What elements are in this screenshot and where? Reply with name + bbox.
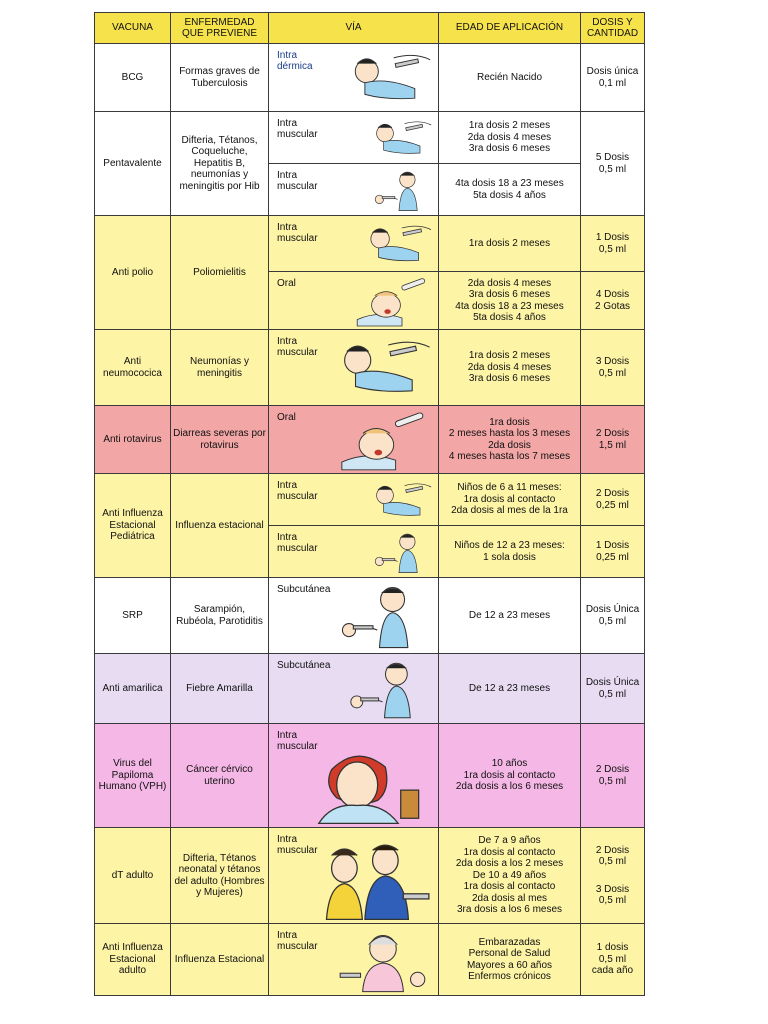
route-cell [269,112,439,164]
dose-line: 0,5 ml [598,856,627,867]
age-line: 5ta dosis 4 años [473,312,546,323]
route-cell [269,272,439,330]
header-vacuna: VACUNA [95,13,171,44]
application-age [439,828,581,924]
dose-quantity [581,828,645,924]
table-row [95,578,645,654]
application-age [439,406,581,474]
age-line: Recién Nacido [476,71,543,83]
vaccine-name: Anti amarilica [95,654,171,724]
age-line: Niños de 6 a 11 meses: [457,482,562,494]
dose-line: 0,5 ml [598,953,627,965]
age-line: 2da dosis 4 meses [467,361,552,373]
disease-prevented: Diarreas severas por rotavirus [171,406,269,474]
age-line: 10 años [491,758,528,770]
table-row [95,724,645,828]
age-line: Niños de 12 a 23 meses: [454,540,565,551]
disease-prevented: Cáncer cérvico uterino [171,724,269,828]
dose-quantity [581,44,645,112]
application-age [439,164,581,216]
baby-injection-icon [325,335,434,403]
dose-line: 2 Dosis [595,488,630,499]
dose-line: 2 Dosis [595,428,630,439]
baby-oral-drops-icon [354,277,434,327]
age-line: Enfermos crónicos [468,971,551,982]
route-cell [269,526,439,578]
header-edad: EDAD DE APLICACIÓN [439,13,581,44]
age-line: 5ta dosis 4 años [473,189,546,201]
dose-quantity [581,654,645,724]
route-label: Intra muscular [277,170,318,192]
dose-quantity [581,724,645,828]
age-line: 2da dosis a los 2 meses [455,858,564,870]
dose-line: 2 Dosis [595,764,630,775]
age-line: De 12 a 23 meses [468,609,551,621]
age-line: 1ra dosis al contacto [463,769,556,781]
route-label: Intra muscular [277,480,318,502]
header-enfermedad: ENFERMEDAD QUE PREVIENE [171,13,269,44]
dose-quantity [581,578,645,654]
age-line: 1ra dosis al contacto [463,493,556,505]
table-row [95,216,645,272]
dose-quantity [581,924,645,996]
age-line: 1ra dosis 2 meses [468,350,551,362]
age-line: 4 meses hasta los 7 meses [448,451,571,462]
header-via: VÍA [269,13,439,44]
disease-prevented: Influenza estacional [171,474,269,578]
dose-quantity [581,216,645,272]
dose-line: 1,5 ml [598,439,627,451]
route-label: Intra muscular [277,336,318,358]
route-label: Intra muscular [277,930,318,952]
vaccine-name: Anti Influenza Estacional Pediátrica [95,474,171,578]
age-line: 1ra dosis [489,416,530,428]
dose-line: 0,25 ml [596,499,629,511]
route-cell [269,216,439,272]
disease-prevented: Difteria, Tétanos, Coqueluche, Hepatitis B, neumonías y meningitis por Hib [171,112,269,216]
dose-line: 0,5 ml [598,367,627,379]
age-line: 1ra dosis al contacto [463,881,556,893]
age-line: 3ra dosis 6 meses [468,289,551,300]
vaccine-name: SRP [95,578,171,654]
baby-injection-icon [357,221,434,269]
dose-line: 1 Dosis [595,232,630,243]
table-header-row [95,13,645,44]
application-age [439,924,581,996]
dose-line: 2 Gotas [594,300,631,312]
route-label: Intra muscular [277,532,318,554]
dose-line: 0,25 ml [596,551,629,563]
age-line: 3ra dosis a los 6 meses [456,904,563,916]
application-age [439,330,581,406]
age-line: 2da dosis [488,439,531,451]
vaccine-name: Anti polio [95,216,171,330]
dose-quantity [581,272,645,330]
disease-prevented: Fiebre Amarilla [171,654,269,724]
route-label: Intra muscular [277,118,318,140]
route-cell [269,406,439,474]
application-age [439,44,581,112]
table-row [95,406,645,474]
dose-line: 0,5 ml [598,775,627,787]
route-label: Intra muscular [277,222,318,244]
toddler-injection-icon [325,583,434,651]
route-cell [269,474,439,526]
disease-prevented: Difteria, Tétanos neonatal y tétanos del adulto (Hombres y Mujeres) [171,828,269,924]
vaccination-schedule-table [94,12,645,996]
route-cell [269,724,439,828]
age-line: 1ra dosis 2 meses [468,237,551,249]
route-label: Subcutánea [277,660,331,671]
age-line: 2da dosis al mes de la 1ra [451,505,568,517]
age-line: 1 sola dosis [483,551,536,563]
application-age [439,724,581,828]
dose-line: 1 dosis [596,942,629,954]
route-cell [269,924,439,996]
route-label: Subcutánea [277,584,331,595]
dose-line: 0,5 ml [598,688,627,700]
route-cell [269,828,439,924]
dose-line: 4 Dosis [595,289,630,300]
age-line: 1ra dosis al contacto [463,846,556,858]
route-label: Intra dérmica [277,50,313,72]
dose-line: 5 Dosis [595,152,630,163]
baby-injection-icon [364,479,434,523]
dose-line: 3 Dosis [595,356,630,367]
disease-prevented: Influenza Estacional [171,924,269,996]
dose-line: Dosis Única [585,604,640,615]
route-cell [269,44,439,112]
baby-injection-icon [364,117,434,161]
dose-line: 0,5 ml [598,163,627,175]
route-label: Oral [277,412,296,423]
girl-injection-icon [306,745,434,825]
dose-line: 0,5 ml [598,615,627,627]
age-line: 2da dosis 4 meses [467,277,552,289]
disease-prevented: Neumonías y meningitis [171,330,269,406]
vaccine-name: BCG [95,44,171,112]
application-age [439,272,581,330]
table-row [95,112,645,164]
age-line: De 10 a 49 años [472,869,547,881]
vaccine-name: dT adulto [95,828,171,924]
age-line: Mayores a 60 años [466,959,553,971]
toddler-injection-icon [364,531,434,575]
vaccine-name: Anti rotavirus [95,406,171,474]
application-age [439,578,581,654]
age-line: De 7 a 9 años [478,835,541,847]
age-line: 3ra dosis 6 meses [468,373,551,385]
age-line: 2da dosis 4 meses [467,131,552,143]
route-cell [269,164,439,216]
route-cell [269,654,439,724]
baby-oral-drops-icon [338,411,434,471]
dose-line: 3 Dosis [595,883,630,895]
table-row [95,474,645,526]
application-age [439,112,581,164]
dose-line: 1 Dosis [595,540,630,551]
age-line: 2 meses hasta los 3 meses [448,428,571,439]
dose-line: 2 Dosis [595,844,630,856]
dose-quantity [581,112,645,216]
dose-line: 0,1 ml [598,77,627,89]
vaccine-name: Anti neumococica [95,330,171,406]
application-age [439,526,581,578]
dose-line: cada año [591,965,634,977]
table-row [95,330,645,406]
vaccine-name: Virus del Papiloma Humano (VPH) [95,724,171,828]
dose-line: 0,5 ml [598,895,627,906]
route-label: Intra muscular [277,834,318,856]
table-row [95,828,645,924]
application-age [439,654,581,724]
table-row [95,654,645,724]
age-line: 4ta dosis 18 a 23 meses [455,300,564,312]
dose-quantity [581,330,645,406]
dose-quantity [581,406,645,474]
age-line: De 12 a 23 meses [468,682,551,694]
route-label: Oral [277,278,296,289]
adults-injection-icon [306,841,434,921]
header-dosis: DOSIS Y CANTIDAD [581,13,645,44]
dose-quantity [581,474,645,526]
disease-prevented: Poliomielitis [171,216,269,330]
age-line: Personal de Salud [468,948,551,959]
dose-line: Dosis Única [585,677,640,688]
elderly-injection-icon [332,929,434,993]
route-label: Intra muscular [277,730,318,752]
application-age [439,216,581,272]
age-line: Embarazadas [478,936,541,948]
table-row [95,44,645,112]
age-line: 3ra dosis 6 meses [468,143,551,155]
dose-line: 0,5 ml [598,243,627,255]
route-cell [269,578,439,654]
table-row [95,924,645,996]
disease-prevented: Formas graves de Tuberculosis [171,44,269,112]
disease-prevented: Sarampión, Rubéola, Parotiditis [171,578,269,654]
age-line: 2da dosis a los 6 meses [455,781,564,793]
vaccine-name: Anti Influenza Estacional adulto [95,924,171,996]
vaccine-name: Pentavalente [95,112,171,216]
application-age [439,474,581,526]
baby-injection-icon [338,49,434,109]
dose-line: Dosis única [586,66,639,77]
toddler-injection-icon [364,169,434,213]
age-line: 4ta dosis 18 a 23 meses [455,178,564,189]
dose-quantity [581,526,645,578]
age-line: 1ra dosis 2 meses [468,120,551,132]
route-cell [269,330,439,406]
age-line: 2da dosis al mes [471,892,548,904]
toddler-injection-icon [335,659,434,721]
